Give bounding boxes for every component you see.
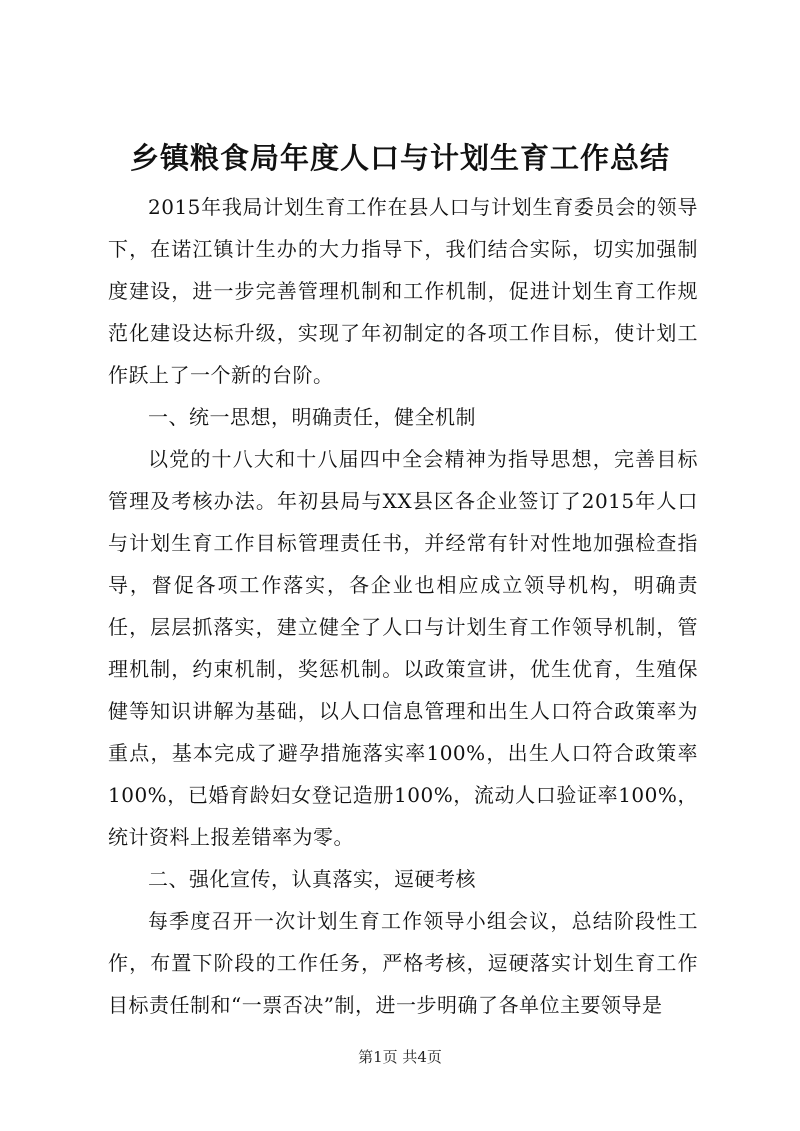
page-footer: 第1页 共4页: [358, 1048, 442, 1066]
section-heading-1: 一、统一思想，明确责任，健全机制: [148, 405, 476, 429]
section-heading-2: 二、强化宣传，认真落实，逗硬考核: [148, 867, 476, 891]
document-title: 乡镇粮食局年度人口与计划生育工作总结: [129, 141, 670, 175]
paragraph-intro: 2015年我局计划生育工作在县人口与计划生育委员会的领导下，在诺江镇计生办的大力指导下，我们结合实际，切实加强制度建设，进一步完善管理机制和工作机制，促进计划生育工作规范化建设达标升级，实现了年初制定的各项工作目标，使计划工作跃上了一个新的台阶。: [108, 195, 698, 387]
document-body: [108, 186, 698, 1026]
paragraph-section-1: 以党的十八大和十八届四中全会精神为指导思想，完善目标管理及考核办法。年初县局与XX县区各企业签订了2015年人口与计划生育工作目标管理责任书，并经常有针对性地加强检查指导，督促各项工作落实，各企业也相应成立领导机构，明确责任，层层抓落实，建立健全了人口与计划生育工作领导机制，管理机制，约束机制，奖惩机制。以政策宣讲，优生优育，生殖保健等知识讲解为基础，以人口信息管理和出生人口符合政策率为重点，基本完成了避孕措施落实率100%，出生人口符合政策率100%，已婚育龄妇女登记造册100%，流动人口验证率100%，统计资料上报差错率为零。: [108, 447, 698, 849]
paragraph-section-2: 每季度召开一次计划生育工作领导小组会议，总结阶段性工作，布置下阶段的工作任务，严格考核，逗硬落实计划生育工作目标责任制和“一票否决”制，进一步明确了各单位主要领导是: [108, 909, 698, 1017]
